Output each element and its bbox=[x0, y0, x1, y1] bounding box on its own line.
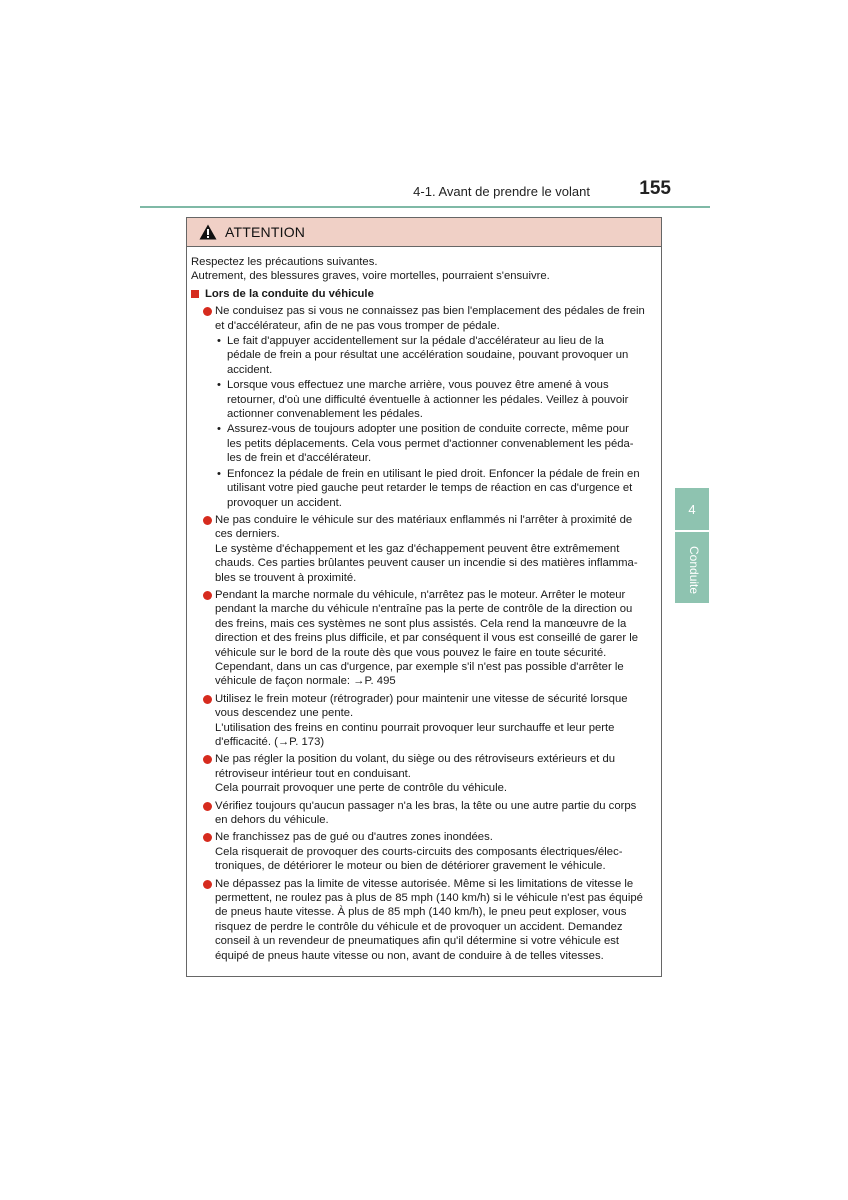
text-line: Cela risquerait de provoquer des courts-circuits des composants électriques/élec- bbox=[215, 845, 623, 858]
text-line: équipé de pneus haute vitesse ou non, avant de conduire à de telles vitesses. bbox=[215, 949, 604, 962]
sub-bullet: • bbox=[217, 423, 221, 436]
intro-line: Respectez les précautions suivantes. bbox=[191, 256, 378, 268]
text-line: L'utilisation des freins en continu pourrait provoquer leur surchauffe et leur perte bbox=[215, 721, 615, 734]
text-line: en dehors du véhicule. bbox=[215, 814, 329, 827]
text-line: Ne dépassez pas la limite de vitesse autorisée. Même si les limitations de vitesse le bbox=[215, 877, 634, 890]
text-line: bles se trouvent à proximité. bbox=[215, 571, 357, 584]
text-line: des freins, mais ces systèmes ne sont plus assistés. Cela rend la manœuvre de la bbox=[215, 617, 627, 630]
warning-subitem bbox=[191, 467, 657, 510]
warning-item-text bbox=[215, 304, 657, 333]
warning-subitem bbox=[191, 422, 657, 465]
text-line: véhicule sur le bord de la route dès que vous pouvez le faire en toute sécurité. bbox=[215, 646, 607, 659]
text-line: rétroviseur intérieur tout en conduisant. bbox=[215, 767, 411, 780]
warning-item-text bbox=[215, 830, 657, 873]
text-line: Vérifiez toujours qu'aucun passager n'a les bras, la tête ou une autre partie du corps bbox=[215, 799, 637, 812]
text-line: pendant la marche du véhicule n'entraîne pas la perte de contrôle de la direction ou bbox=[215, 603, 633, 616]
sub-bullet: • bbox=[217, 467, 221, 480]
warning-item bbox=[191, 692, 657, 750]
text-line: de pneus haute vitesse. À plus de 85 mph (140 km/h), le pneu peut exploser, vous bbox=[215, 906, 627, 919]
text-line: vous descendez une pente. bbox=[215, 707, 354, 720]
warning-item bbox=[191, 877, 657, 963]
warning-title: ATTENTION bbox=[225, 224, 306, 240]
warning-subitem-text bbox=[227, 422, 657, 465]
text-line: direction et des freins plus difficile, et par conséquent il vous est conseillé de garer le bbox=[215, 632, 639, 645]
text-line: d'efficacité. (→P. 173) bbox=[215, 736, 325, 748]
warning-item-text bbox=[215, 799, 657, 828]
text-line: ces derniers. bbox=[215, 528, 280, 541]
warning-subitem bbox=[191, 378, 657, 421]
red-dot-bullet-icon bbox=[203, 591, 212, 600]
text-line: Cela pourrait provoquer une perte de contrôle du véhicule. bbox=[215, 782, 508, 795]
text-line: Assurez-vous de toujours adopter une position de conduite correcte, même pour bbox=[227, 423, 629, 436]
warning-item bbox=[191, 588, 657, 689]
text-line: Lorsque vous effectuez une marche arrière, vous pouvez être amené à vous bbox=[227, 379, 609, 392]
red-dot-bullet-icon bbox=[203, 695, 212, 704]
text-line: chauds. Ces parties brûlantes peuvent causer un incendie si des matières inflamma- bbox=[215, 557, 638, 570]
warning-item bbox=[191, 304, 657, 333]
page-number: 155 bbox=[639, 178, 671, 199]
text-line: Utilisez le frein moteur (rétrograder) pour maintenir une vitesse de sécurité lorsque bbox=[215, 692, 628, 705]
red-dot-bullet-icon bbox=[203, 755, 212, 764]
text-line: utilisant votre pied gauche peut retarder le temps de réaction en cas d'urgence et bbox=[227, 482, 633, 495]
warning-item bbox=[191, 513, 657, 585]
text-line: Ne franchissez pas de gué ou d'autres zones inondées. bbox=[215, 831, 493, 844]
warning-item-text bbox=[215, 513, 657, 585]
warning-subitem bbox=[191, 334, 657, 377]
text-line: Le fait d'appuyer accidentellement sur la pédale d'accélérateur au lieu de la bbox=[227, 335, 604, 348]
warning-item-text bbox=[215, 588, 657, 689]
chapter-label: Conduite bbox=[687, 546, 701, 595]
square-bullet-icon bbox=[191, 290, 199, 298]
header-title: 4-1. Avant de prendre le volant bbox=[413, 184, 590, 199]
warning-item-text bbox=[215, 692, 657, 750]
warning-item bbox=[191, 799, 657, 828]
warning-body bbox=[187, 247, 661, 963]
chapter-tab-divider bbox=[675, 530, 709, 532]
chapter-tab bbox=[675, 488, 709, 603]
warning-header bbox=[187, 218, 661, 247]
sub-bullet: • bbox=[217, 335, 221, 348]
text-line: Le système d'échappement et les gaz d'échappement peuvent être extrêmement bbox=[215, 542, 620, 555]
warning-subitem-text bbox=[227, 334, 657, 377]
header-rule bbox=[140, 206, 710, 208]
chapter-number: 4 bbox=[688, 502, 696, 517]
text-line: Ne pas conduire le véhicule sur des matériaux enflammés ni l'arrêter à proximité de bbox=[215, 513, 633, 526]
text-line: provoquer un accident. bbox=[227, 496, 342, 509]
text-line: retourner, d'où une difficulté éventuelle à actionner les pédales. Veillez à pouvoir bbox=[227, 393, 629, 406]
text-line: Ne conduisez pas si vous ne connaissez pas bien l'emplacement des pédales de frein bbox=[215, 305, 645, 318]
text-line: les de frein et d'accélérateur. bbox=[227, 452, 372, 465]
intro-line: Autrement, des blessures graves, voire mortelles, pourraient s'ensuivre. bbox=[191, 270, 550, 283]
section-heading bbox=[191, 287, 657, 301]
text-line: véhicule de façon normale: →P. 495 bbox=[215, 675, 396, 688]
text-line: Enfoncez la pédale de frein en utilisant le pied droit. Enfoncer la pédale de frein en bbox=[227, 467, 640, 480]
text-line: les petits déplacements. Cela vous permet d'actionner convenablement les péda- bbox=[227, 437, 634, 450]
text-line: accident. bbox=[227, 363, 273, 376]
sub-bullet: • bbox=[217, 379, 221, 392]
warning-item bbox=[191, 830, 657, 873]
text-line: Pendant la marche normale du véhicule, n'arrêtez pas le moteur. Arrêter le moteur bbox=[215, 588, 626, 601]
text-line: risquez de perdre le contrôle du véhicule et de provoquer un accident. Demandez bbox=[215, 920, 623, 933]
text-line: troniques, de détériorer le moteur ou bien de détériorer gravement le véhicule. bbox=[215, 860, 606, 873]
red-dot-bullet-icon bbox=[203, 516, 212, 525]
red-dot-bullet-icon bbox=[203, 802, 212, 811]
red-dot-bullet-icon bbox=[203, 307, 212, 316]
text-line: Ne pas régler la position du volant, du siège ou des rétroviseurs extérieurs et du bbox=[215, 753, 616, 766]
warning-box bbox=[186, 217, 662, 977]
warning-item bbox=[191, 752, 657, 795]
warning-item-text bbox=[215, 752, 657, 795]
text-line: Cependant, dans un cas d'urgence, par exemple s'il n'est pas possible d'arrêter le bbox=[215, 660, 624, 673]
red-dot-bullet-icon bbox=[203, 833, 212, 842]
text-line: actionner convenablement les pédales. bbox=[227, 408, 423, 421]
text-line: pédale de frein a pour résultat une accélération soudaine, pouvant provoquer un bbox=[227, 349, 629, 362]
warning-subitem-text bbox=[227, 378, 657, 421]
text-line: et d'accélérateur, afin de ne pas vous tromper de pédale. bbox=[215, 319, 500, 332]
warning-item-text bbox=[215, 877, 657, 963]
red-dot-bullet-icon bbox=[203, 880, 212, 889]
text-line: conseil à un revendeur de pneumatiques afin qu'il détermine si votre véhicule est bbox=[215, 935, 620, 948]
warning-subitem-text bbox=[227, 467, 657, 510]
section-heading-text: Lors de la conduite du véhicule bbox=[205, 287, 374, 300]
text-line: permettent, ne roulez pas à plus de 85 mph (140 km/h) si le véhicule n'est pas équipé bbox=[215, 892, 643, 905]
warning-triangle-icon bbox=[199, 224, 217, 240]
